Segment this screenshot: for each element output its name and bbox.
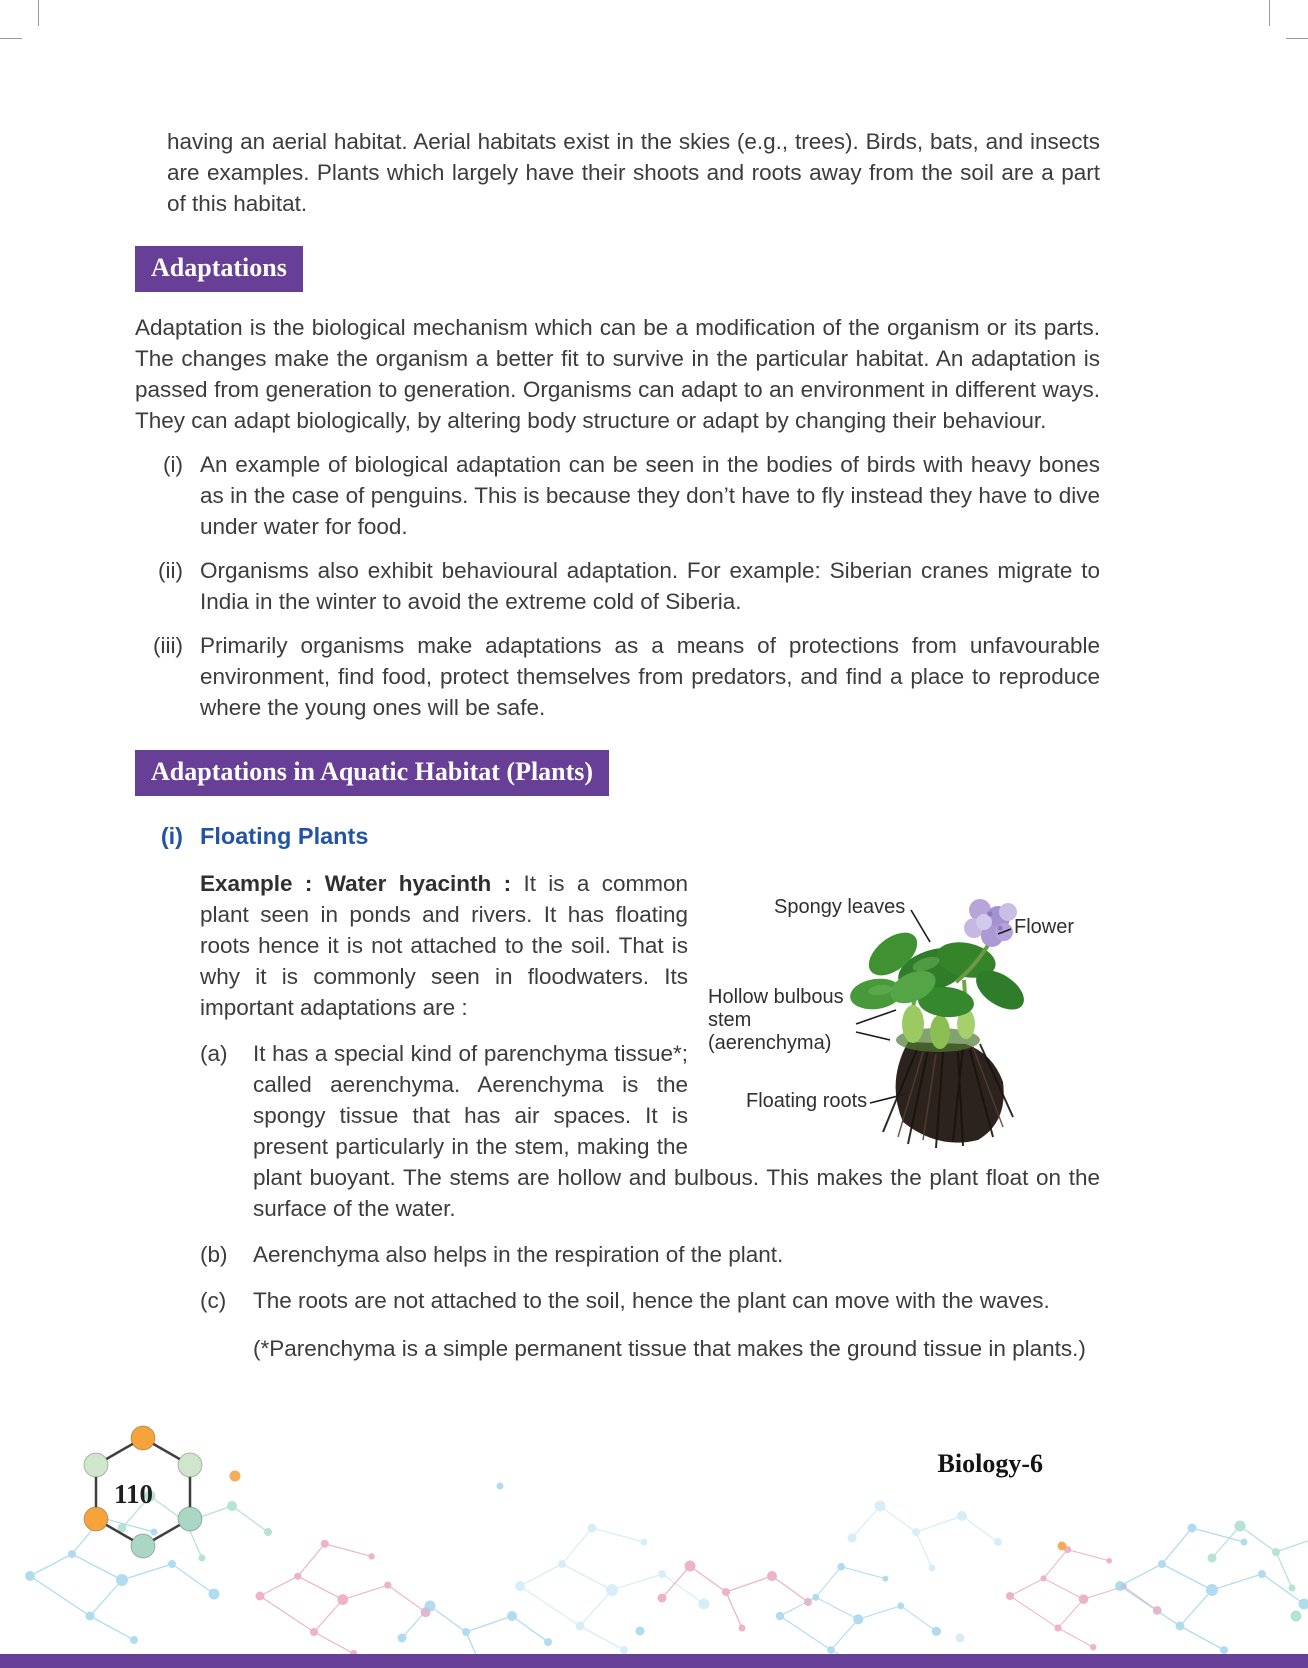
list-marker: (iii) bbox=[153, 633, 183, 658]
list-item-text: The roots are not attached to the soil, hence the plant can move with the waves. bbox=[253, 1288, 1050, 1313]
figure-label-flower: Flower bbox=[1014, 916, 1075, 938]
list-marker: (b) bbox=[200, 1242, 228, 1267]
subsection-marker: (i) bbox=[160, 823, 183, 849]
list-item-text: An example of biological adaptation can be seen in the bodies of birds with heavy bones as in the case of penguins. This is because they don’t have to fly instead they have to dive under water for food. bbox=[200, 452, 1100, 539]
badge-node-orange bbox=[131, 1426, 155, 1450]
figure-label-floating-roots: Floating roots bbox=[746, 1090, 868, 1112]
section-heading-aquatic-plants bbox=[135, 750, 609, 796]
list-item-b bbox=[200, 1239, 1100, 1270]
list-item-ii bbox=[135, 555, 1100, 617]
list-item-text: Aerenchyma also helps in the respiration of the plant. bbox=[253, 1242, 784, 1267]
intro-paragraph: having an aerial habitat. Aerial habitats exist in the skies (e.g., trees). Birds, bats, and insects are examples. Plants which largely have their shoots and roots away from the soil are a part of this habitat. bbox=[167, 129, 1100, 216]
heading-label: Adaptations bbox=[151, 253, 287, 282]
figure-label-spongy-leaves: Spongy leaves bbox=[774, 896, 906, 918]
list-item-iii bbox=[135, 630, 1100, 723]
crop-mark-top-left-horizontal bbox=[0, 38, 22, 39]
adaptations-list bbox=[135, 449, 1100, 723]
page-number: 110 bbox=[114, 1479, 154, 1509]
subsection-floating-plants bbox=[135, 821, 1100, 1364]
list-item-text: Primarily organisms make adaptations as a means of protections from unfavourable environment, find food, protect themselves from predators, and find a place to reproduce where the young ones will be safe. bbox=[200, 633, 1100, 720]
list-marker: (ii) bbox=[158, 558, 183, 583]
figure-label-hollow-bulbous-stem: Hollow bulbous stem (aerenchyma) bbox=[708, 986, 844, 1054]
adaptations-paragraph: Adaptation is the biological mechanism which can be a modification of the organism or its parts. The changes make the organism a better fit to survive in the particular habitat. An adaptation is passed from generation to generation. Organisms can adapt to an environment in different ways. They can adapt biologically, by altering body structure or adapt by changing their behaviour. bbox=[135, 315, 1100, 433]
list-marker: (c) bbox=[200, 1288, 227, 1313]
section-heading-adaptations bbox=[135, 246, 303, 292]
crop-mark-top-left-vertical bbox=[38, 0, 39, 26]
heading-label: Adaptations in Aquatic Habitat (Plants) bbox=[151, 757, 594, 786]
badge-node-orange bbox=[84, 1507, 108, 1531]
subsection-title-text: Floating Plants bbox=[200, 823, 369, 849]
water-hyacinth-figure bbox=[708, 882, 1100, 1154]
subsection-title bbox=[135, 821, 1100, 852]
badge-node-teal bbox=[178, 1507, 202, 1531]
list-item-text: It has a special kind of parenchyma tissue*; called aerenchyma. Aerenchyma is the spongy tissue that has air spaces. It is present particularly in the stem, making the plant buoyant. The stems are hollow and bulbous. This makes the plant float on the surface of the water. bbox=[253, 1041, 1100, 1221]
subsection-body bbox=[200, 868, 1100, 1364]
list-marker: (a) bbox=[200, 1041, 228, 1066]
list-item-i bbox=[135, 449, 1100, 542]
crop-mark-top-right-vertical bbox=[1269, 0, 1270, 26]
crop-mark-top-right-horizontal bbox=[1286, 38, 1308, 39]
list-item-c bbox=[200, 1285, 1100, 1316]
list-marker: (i) bbox=[163, 452, 183, 477]
page-content bbox=[135, 126, 1100, 1364]
badge-node-green bbox=[84, 1453, 108, 1477]
page-number-badge bbox=[68, 1410, 220, 1566]
list-item-text: Organisms also exhibit behavioural adaptation. For example: Siberian cranes migrate to India in the winter to avoid the extreme cold of Siberia. bbox=[200, 558, 1100, 614]
example-text: It is a common plant seen in ponds and rivers. It has floating roots hence it is not attached to the soil. That is why it is commonly seen in floodwaters. Its important adaptations are : bbox=[200, 871, 688, 1020]
book-title-label: Biology-6 bbox=[937, 1449, 1043, 1478]
badge-node-green bbox=[178, 1453, 202, 1477]
parenchyma-footnote: (*Parenchyma is a simple permanent tissue that makes the ground tissue in plants.) bbox=[253, 1336, 1086, 1361]
example-lead: Example : Water hyacinth : bbox=[200, 871, 512, 896]
badge-node-teal bbox=[131, 1534, 155, 1558]
footer-accent-bar bbox=[0, 1654, 1308, 1668]
